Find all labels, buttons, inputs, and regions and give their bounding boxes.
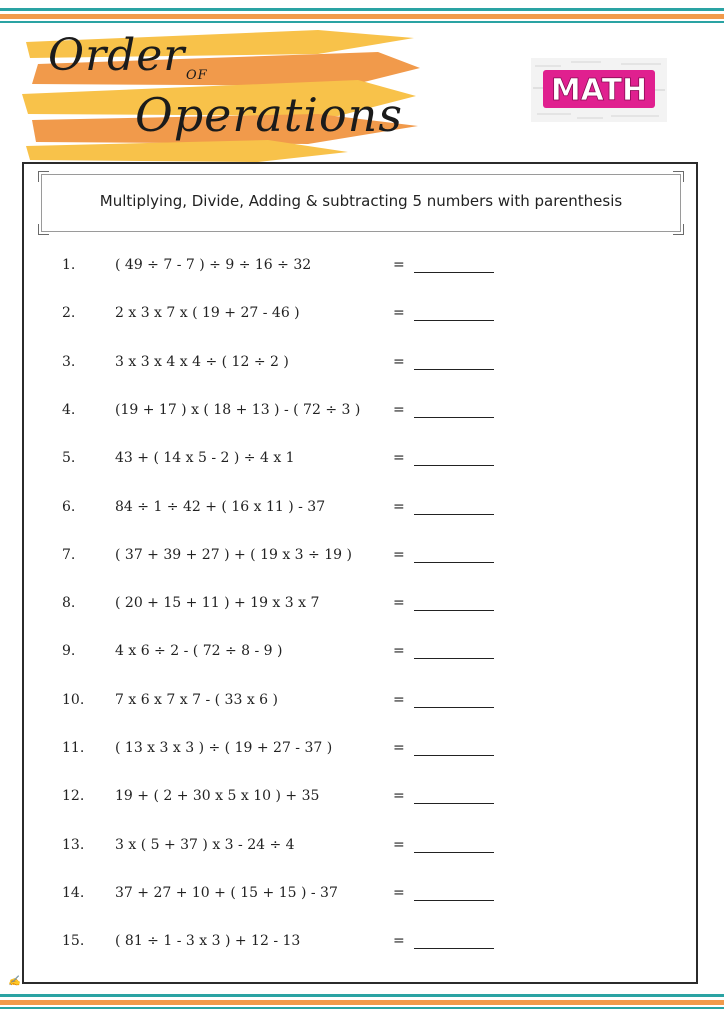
problem-expression: 2 x 3 x 7 x ( 19 + 27 - 46 ) (115, 305, 300, 321)
problem-row (0, 595, 724, 619)
equals-sign: = (393, 837, 405, 853)
answer-blank[interactable] (414, 658, 494, 659)
equals-sign: = (393, 740, 405, 756)
equals-sign: = (393, 643, 405, 659)
problem-number: 2. (62, 305, 76, 321)
problem-number: 11. (62, 740, 85, 756)
top-border-teal (0, 8, 724, 11)
problem-number: 14. (62, 885, 85, 901)
title-order: Order (48, 30, 186, 81)
equals-sign: = (393, 402, 405, 418)
problem-expression: 84 ÷ 1 ÷ 42 + ( 16 x 11 ) - 37 (115, 499, 326, 515)
problem-row (0, 643, 724, 667)
equals-sign: = (393, 305, 405, 321)
bottom-border-orange (0, 1000, 724, 1005)
problem-row (0, 450, 724, 474)
problem-row (0, 547, 724, 571)
problem-number: 15. (62, 933, 85, 949)
answer-blank[interactable] (414, 514, 494, 515)
problem-row (0, 740, 724, 764)
answer-blank[interactable] (414, 755, 494, 756)
equals-sign: = (393, 788, 405, 804)
problem-row (0, 933, 724, 957)
problem-expression: 4 x 6 ÷ 2 - ( 72 ÷ 8 - 9 ) (115, 643, 283, 659)
math-logo-text: MATH (550, 73, 648, 108)
problem-row (0, 305, 724, 329)
instruction-box (41, 174, 681, 232)
problem-number: 9. (62, 643, 76, 659)
problem-number: 6. (62, 499, 76, 515)
answer-blank[interactable] (414, 900, 494, 901)
problem-number: 12. (62, 788, 85, 804)
problem-row (0, 354, 724, 378)
problem-expression: ( 81 ÷ 1 - 3 x 3 ) + 12 - 13 (115, 933, 301, 949)
math-logo (531, 58, 667, 122)
problem-row (0, 257, 724, 281)
problem-expression: 7 x 6 x 7 x 7 - ( 33 x 6 ) (115, 692, 278, 708)
problem-row (0, 402, 724, 426)
bottom-border-teal-thin (0, 1007, 724, 1009)
answer-blank[interactable] (414, 610, 494, 611)
problem-expression: 43 + ( 14 x 5 - 2 ) ÷ 4 x 1 (115, 450, 295, 466)
problem-expression: ( 13 x 3 x 3 ) ÷ ( 19 + 27 - 37 ) (115, 740, 333, 756)
problem-expression: 37 + 27 + 10 + ( 15 + 15 ) - 37 (115, 885, 338, 901)
problem-number: 10. (62, 692, 85, 708)
answer-blank[interactable] (414, 417, 494, 418)
equals-sign: = (393, 692, 405, 708)
problem-number: 13. (62, 837, 85, 853)
equals-sign: = (393, 547, 405, 563)
problem-number: 1. (62, 257, 76, 273)
top-border-orange (0, 14, 724, 19)
problem-expression: 3 x 3 x 4 x 4 ÷ ( 12 ÷ 2 ) (115, 354, 289, 370)
problem-expression: ( 37 + 39 + 27 ) + ( 19 x 3 ÷ 19 ) (115, 547, 352, 563)
answer-blank[interactable] (414, 948, 494, 949)
corner-ornament (673, 171, 684, 182)
answer-blank[interactable] (414, 320, 494, 321)
problem-expression: ( 49 ÷ 7 - 7 ) ÷ 9 ÷ 16 ÷ 32 (115, 257, 312, 273)
answer-blank[interactable] (414, 803, 494, 804)
problem-number: 7. (62, 547, 76, 563)
title-operations: Operations (135, 88, 403, 142)
answer-blank[interactable] (414, 272, 494, 273)
equals-sign: = (393, 499, 405, 515)
problem-expression: 3 x ( 5 + 37 ) x 3 - 24 ÷ 4 (115, 837, 295, 853)
equals-sign: = (393, 933, 405, 949)
top-border-teal-thin (0, 21, 724, 23)
problem-row (0, 837, 724, 861)
corner-ornament (673, 224, 684, 235)
problem-row (0, 692, 724, 716)
answer-blank[interactable] (414, 852, 494, 853)
problem-row (0, 499, 724, 523)
problem-expression: (19 + 17 ) x ( 18 + 13 ) - ( 72 ÷ 3 ) (115, 402, 361, 418)
equals-sign: = (393, 354, 405, 370)
corner-ornament (38, 171, 49, 182)
problem-expression: ( 20 + 15 + 11 ) + 19 x 3 x 7 (115, 595, 320, 611)
equals-sign: = (393, 450, 405, 466)
answer-blank[interactable] (414, 369, 494, 370)
title-of: OF (186, 68, 208, 83)
equals-sign: = (393, 257, 405, 273)
answer-blank[interactable] (414, 465, 494, 466)
signature-mark: ✍ (8, 976, 21, 987)
problem-row (0, 885, 724, 909)
problem-row (0, 788, 724, 812)
answer-blank[interactable] (414, 562, 494, 563)
instruction-text: Multiplying, Divide, Adding & subtracting 5 numbers with parenthesis (99, 192, 623, 210)
equals-sign: = (393, 885, 405, 901)
problem-number: 3. (62, 354, 76, 370)
bottom-border-teal (0, 994, 724, 997)
problem-expression: 19 + ( 2 + 30 x 5 x 10 ) + 35 (115, 788, 320, 804)
problem-number: 5. (62, 450, 76, 466)
equals-sign: = (393, 595, 405, 611)
problem-number: 4. (62, 402, 76, 418)
answer-blank[interactable] (414, 707, 494, 708)
problem-number: 8. (62, 595, 76, 611)
corner-ornament (38, 224, 49, 235)
